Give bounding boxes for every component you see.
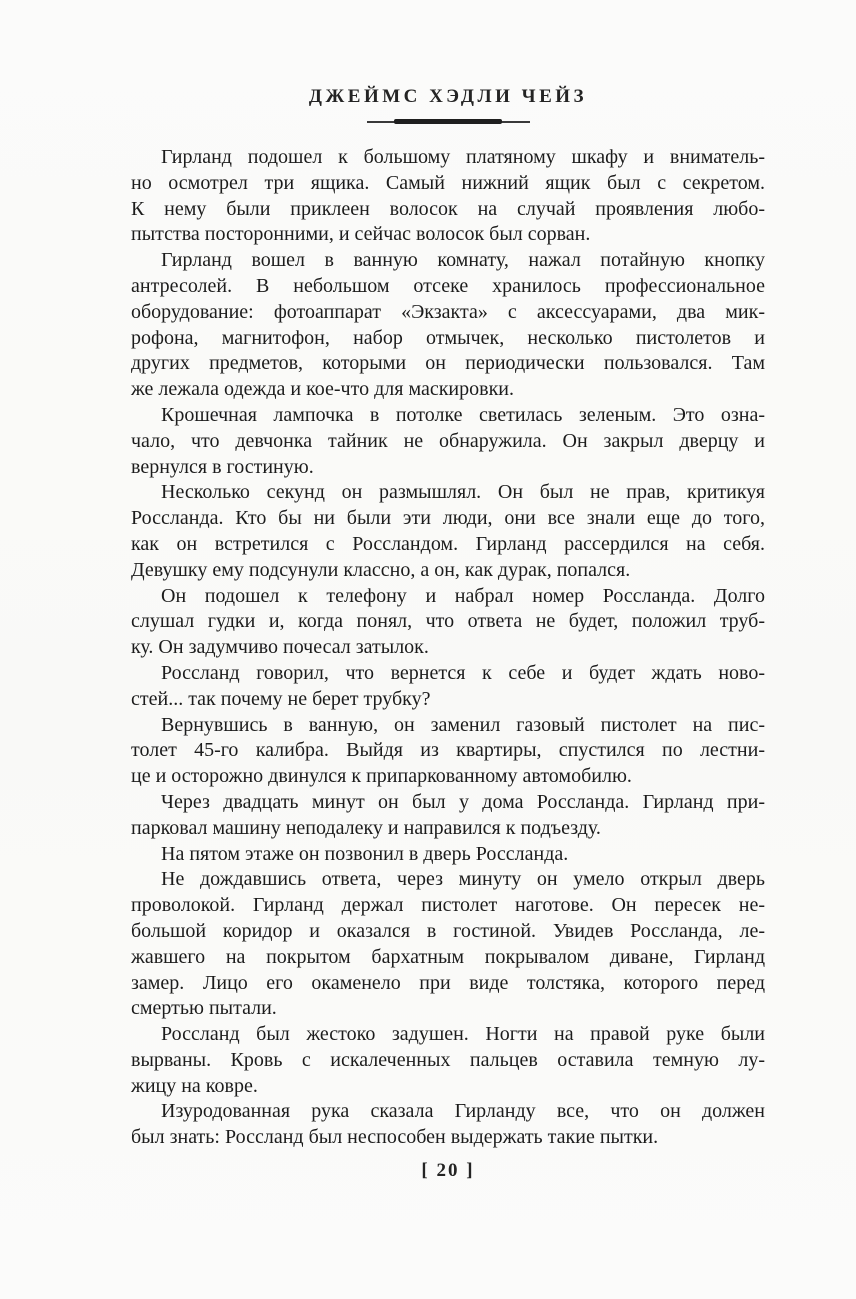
text-line: На пятом этаже он позвонил в дверь Россланда. (161, 842, 569, 865)
text-line: был знать: Россланд был неспособен выдержать такие пытки. (131, 1126, 659, 1149)
text-line: вырваны. Кровь с искалеченных пальцев оставила темную лу- (131, 1048, 765, 1071)
text-line: но осмотрел три ящика. Самый нижний ящик был с секретом. (131, 171, 765, 194)
text-line: проволокой. Гирланд держал пистолет наготове. Он пересек не- (131, 894, 765, 917)
text-line: стей... так почему не берет трубку? (131, 687, 431, 710)
text-line: Россланда. Кто бы ни были эти люди, они все знали еще до того, (131, 507, 765, 530)
text-line: Несколько секунд он размышлял. Он был не прав, критикуя (161, 481, 765, 504)
text-line: ку. Он задумчиво почесал затылок. (131, 636, 429, 659)
text-line: Крошечная лампочка в потолке светилась зеленым. Это озна- (161, 403, 765, 426)
text-line: как он встретился с Россландом. Гирланд рассердился на себя. (131, 532, 765, 555)
text-line: це и осторожно двинулся к припаркованному автомобилю. (131, 765, 632, 788)
text-line: Не дождавшись ответа, через минуту он умело открыл дверь (161, 868, 765, 891)
text-line: Через двадцать минут он был у дома Россланда. Гирланд при- (161, 790, 765, 813)
paragraph (131, 713, 765, 790)
paragraph (131, 867, 765, 1022)
text-line: смертью пытали. (131, 997, 277, 1020)
text-line: пытства посторонними, и сейчас волосок был сорван. (131, 223, 591, 246)
text-line: других предметов, которыми он периодически пользовался. Там (131, 352, 765, 375)
text-line: большой коридор и оказался в гостиной. Увидев Россланда, ле- (131, 919, 765, 942)
text-line: оборудование: фотоаппарат «Экзакта» с аксессуарами, два мик- (131, 300, 765, 323)
text-line: К нему были приклеен волосок на случай проявления любо- (131, 197, 765, 220)
text-line: антресолей. В небольшом отсеке хранилось профессиональное (131, 274, 765, 297)
header-divider (367, 118, 530, 125)
text-line: замер. Лицо его окаменело при виде толстяка, которого перед (131, 971, 765, 994)
text-line: парковал машину неподалеку и направился к подъезду. (131, 816, 601, 839)
paragraph (131, 248, 765, 403)
paragraph (131, 480, 765, 583)
text-line: Гирланд подошел к большому платяному шкафу и вниматель- (161, 146, 765, 168)
page-footer (131, 1160, 765, 1182)
text-line: чало, что девчонка тайник не обнаружила. Он закрыл дверцу и (131, 429, 765, 452)
text-line: Изуродованная рука сказала Гирланду все, что он должен (161, 1100, 765, 1123)
text-line: Он подошел к телефону и набрал номер Россланда. Долго (161, 584, 765, 607)
text-line: Вернувшись в ванную, он заменил газовый пистолет на пис- (161, 713, 765, 736)
text-line: рофона, магнитофон, набор отмычек, несколько пистолетов и (131, 326, 765, 349)
text-line: жицу на ковре. (131, 1074, 258, 1097)
divider-thick-bar (394, 119, 502, 124)
paragraph (131, 1099, 765, 1151)
text-line: Россланд был жестоко задушен. Ногти на правой руке были (161, 1023, 765, 1046)
page-body (131, 145, 765, 1151)
paragraph (131, 145, 765, 248)
text-line: жавшего на покрытом бархатным покрывалом диване, Гирланд (131, 945, 765, 968)
page-number: [ 20 ] (421, 1160, 475, 1181)
paragraph (131, 584, 765, 661)
text-line: Гирланд вошел в ванную комнату, нажал потайную кнопку (161, 249, 765, 272)
text-line: Девушку ему подсунули классно, а он, как дурак, попался. (131, 558, 631, 581)
text-line: же лежала одежда и кое-что для маскировки. (131, 378, 514, 401)
paragraph (131, 1022, 765, 1099)
paragraph (131, 403, 765, 480)
running-header-author: ДЖЕЙМС ХЭДЛИ ЧЕЙЗ (308, 86, 588, 107)
paragraph (131, 790, 765, 842)
text-line: вернулся в гостиную. (131, 455, 314, 478)
paragraph (131, 661, 765, 713)
text-line: слушал гудки и, когда понял, что ответа не будет, положил труб- (131, 610, 765, 633)
text-line: толет 45-го калибра. Выйдя из квартиры, спустился по лестни- (131, 739, 765, 762)
paragraph (131, 842, 765, 868)
page-header (131, 86, 765, 125)
text-line: Россланд говорил, что вернется к себе и будет ждать ново- (161, 661, 765, 684)
